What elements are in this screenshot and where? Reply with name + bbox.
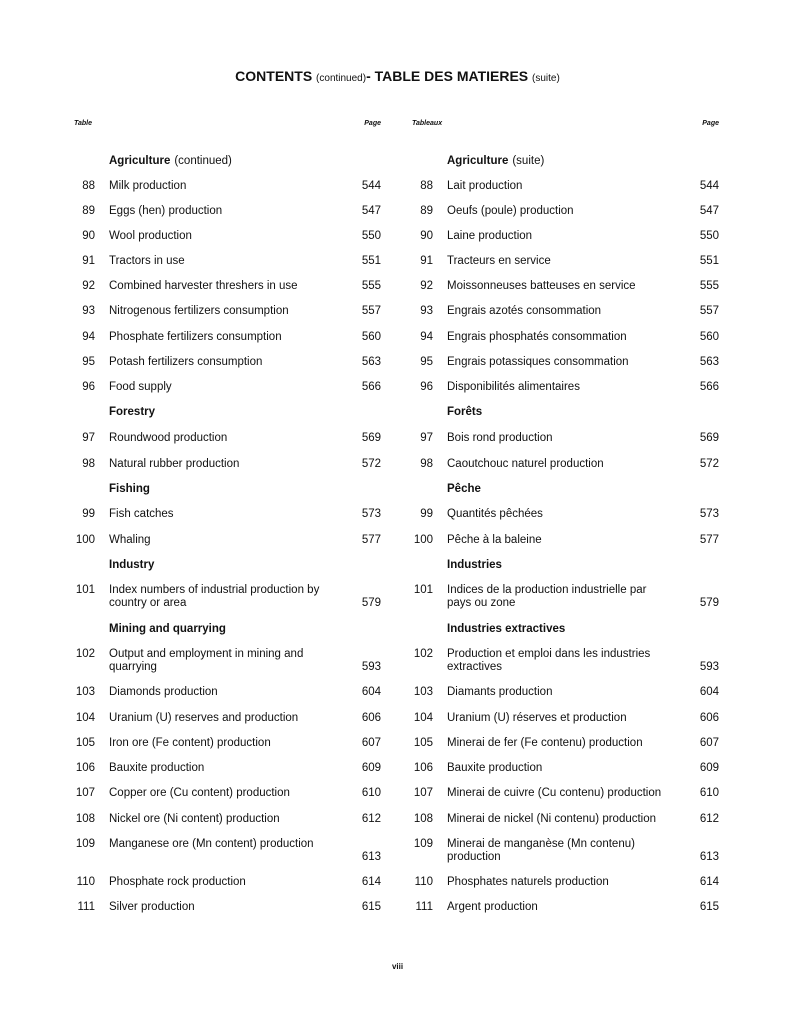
section-label: Industry: [109, 559, 155, 571]
entry-title: Nickel ore (Ni content) production: [109, 813, 280, 825]
section-heading: [447, 406, 482, 418]
entry-title: Laine production: [447, 230, 533, 242]
page-ref: 579: [361, 597, 381, 609]
table-number: 104: [75, 712, 95, 724]
page-ref: 566: [361, 381, 381, 393]
page-ref: 569: [699, 432, 719, 444]
page-ref: 573: [361, 508, 381, 520]
table-number: 90: [82, 230, 95, 242]
table-number: 106: [75, 762, 95, 774]
page-ref: 566: [699, 381, 719, 393]
table-number: 102: [75, 648, 95, 660]
section-label: Forêts: [447, 406, 483, 418]
page-ref: 614: [699, 876, 719, 888]
table-number: 101: [413, 584, 433, 596]
section-heading: [447, 483, 481, 495]
table-number: 111: [77, 901, 95, 913]
entry-title: Whaling: [109, 534, 151, 546]
entry-title: Moissonneuses batteuses en service: [447, 280, 636, 292]
entry-title: Silver production: [109, 901, 195, 913]
page-ref: 551: [361, 255, 381, 267]
entry-title: Quantités pêchées: [447, 508, 543, 520]
entry-title: Minerai de manganèse (Mn contenu) production: [447, 838, 635, 863]
entry-title: Engrais phosphatés consommation: [447, 331, 627, 343]
page-ref: 547: [699, 205, 719, 217]
table-number: 99: [82, 508, 95, 520]
entry-title: Roundwood production: [109, 432, 228, 444]
entry-title: Potash fertilizers consumption: [109, 356, 263, 368]
page-ref: 610: [361, 787, 381, 799]
section-label: Mining and quarrying: [109, 623, 226, 635]
section-heading: [109, 623, 226, 635]
table-number: 108: [413, 813, 433, 825]
entry-title: Engrais azotés consommation: [447, 305, 602, 317]
page-ref: 555: [361, 280, 381, 292]
table-number: 96: [420, 381, 433, 393]
table-number: 106: [413, 762, 433, 774]
english-column: [60, 0, 385, 1024]
entry-title: Iron ore (Fe content) production: [109, 737, 271, 749]
entry-title: Bois rond production: [447, 432, 553, 444]
entry-title: Diamants production: [447, 686, 553, 698]
table-number: 103: [413, 686, 433, 698]
section-heading: [447, 623, 565, 635]
page-header: Page: [364, 120, 381, 127]
table-number: 89: [82, 205, 95, 217]
section-suffix: (suite): [512, 155, 545, 167]
page-ref: 572: [699, 458, 719, 470]
page-ref: 544: [699, 180, 719, 192]
table-number: 108: [75, 813, 95, 825]
page-ref: 609: [699, 762, 719, 774]
section-heading: [447, 559, 502, 571]
table-number: 109: [75, 838, 95, 850]
table-number: 88: [420, 180, 433, 192]
table-number: 107: [75, 787, 95, 799]
table-number: 91: [82, 255, 95, 267]
table-number: 101: [75, 584, 95, 596]
table-number: 99: [420, 508, 433, 520]
entry-title: Uranium (U) réserves et production: [447, 712, 627, 724]
section-label: Forestry: [109, 406, 156, 418]
table-number: 98: [420, 458, 433, 470]
page-header-fr: Page: [702, 120, 719, 127]
table-number: 93: [420, 305, 433, 317]
page-ref: 577: [361, 534, 381, 546]
entry-title: Tractors in use: [109, 255, 185, 267]
page-ref: 593: [361, 661, 381, 673]
table-number: 105: [75, 737, 95, 749]
entry-title: Fish catches: [109, 508, 174, 520]
page-ref: 557: [361, 305, 381, 317]
page-ref: 606: [361, 712, 381, 724]
page-ref: 563: [361, 356, 381, 368]
section-label: Pêche: [447, 483, 481, 495]
entry-title: Disponibilités alimentaires: [447, 381, 580, 393]
page-ref: 550: [699, 230, 719, 242]
entry-title: Food supply: [109, 381, 172, 393]
entry-title: Argent production: [447, 901, 538, 913]
entry-title: Milk production: [109, 180, 187, 192]
entry-title: Combined harvester threshers in use: [109, 280, 298, 292]
page-ref: 606: [699, 712, 719, 724]
section-label: Fishing: [109, 483, 150, 495]
title-fr-continued: (suite): [532, 73, 560, 84]
page-number: viii: [391, 962, 404, 971]
table-header: Table: [74, 120, 93, 127]
entry-title: Engrais potassiques consommation: [447, 356, 629, 368]
table-number: 90: [420, 230, 433, 242]
entry-title: Copper ore (Cu content) production: [109, 787, 290, 799]
section-label: Industries extractives: [447, 623, 566, 635]
entry-title: Natural rubber production: [109, 458, 240, 470]
entry-title: Minerai de fer (Fe contenu) production: [447, 737, 643, 749]
page-ref: 544: [361, 180, 381, 192]
section-label: Industries: [447, 559, 502, 571]
table-number: 103: [75, 686, 95, 698]
entry-title: Eggs (hen) production: [109, 205, 223, 217]
page-ref: 607: [699, 737, 719, 749]
table-number: 107: [413, 787, 433, 799]
table-number: 88: [82, 180, 95, 192]
table-number: 95: [420, 356, 433, 368]
table-number: 104: [413, 712, 433, 724]
entry-title: Nitrogenous fertilizers consumption: [109, 305, 289, 317]
page-ref: 555: [699, 280, 719, 292]
page-ref: 560: [361, 331, 381, 343]
page-ref: 610: [699, 787, 719, 799]
entry-title: Indices de la production industrielle par pays ou zone: [447, 584, 647, 609]
table-number: 109: [413, 838, 433, 850]
table-number: 92: [82, 280, 95, 292]
page-ref: 577: [699, 534, 719, 546]
entry-title: Output and employment in mining and quarrying: [109, 648, 304, 673]
entry-title: Phosphates naturels production: [447, 876, 609, 888]
table-number: 96: [82, 381, 95, 393]
page-ref: 614: [361, 876, 381, 888]
entry-title: Pêche à la baleine: [447, 534, 542, 546]
section-label: Agriculture: [109, 155, 171, 167]
table-number: 92: [420, 280, 433, 292]
page-ref: 604: [361, 686, 381, 698]
table-number: 102: [413, 648, 433, 660]
table-number: 110: [76, 876, 95, 888]
section-heading: [109, 406, 155, 418]
page-ref: 609: [361, 762, 381, 774]
entry-title: Minerai de nickel (Ni contenu) production: [447, 813, 657, 825]
table-number: 95: [82, 356, 95, 368]
page-ref: 613: [699, 851, 719, 863]
page-ref: 560: [699, 331, 719, 343]
page-ref: 550: [361, 230, 381, 242]
page-ref: 573: [699, 508, 719, 520]
title-fr: TABLE DES MATIERES: [374, 68, 529, 84]
page-ref: 551: [699, 255, 719, 267]
section-suffix: (continued): [174, 155, 232, 167]
entry-title: Phosphate fertilizers consumption: [109, 331, 282, 343]
entry-title: Lait production: [447, 180, 523, 192]
page-ref: 612: [361, 813, 381, 825]
entry-title: Diamonds production: [109, 686, 218, 698]
page-ref: 547: [361, 205, 381, 217]
table-number: 110: [414, 876, 433, 888]
entry-title: Wool production: [109, 230, 192, 242]
table-number: 97: [420, 432, 433, 444]
page-ref: 615: [361, 901, 381, 913]
entry-title: Minerai de cuivre (Cu contenu) production: [447, 787, 662, 799]
table-number: 93: [82, 305, 95, 317]
table-number: 100: [75, 534, 95, 546]
table-number: 111: [415, 901, 433, 913]
title-en: CONTENTS: [235, 68, 313, 84]
entry-title: Production et emploi dans les industries extractives: [447, 648, 651, 673]
entry-title: Index numbers of industrial production by country or area: [109, 584, 320, 609]
french-column: [398, 0, 723, 1024]
table-number: 94: [82, 331, 95, 343]
table-number: 98: [82, 458, 95, 470]
entry-title: Uranium (U) reserves and production: [109, 712, 299, 724]
page-ref: 572: [361, 458, 381, 470]
tableaux-header: Tableaux: [412, 120, 443, 127]
page-ref: 615: [699, 901, 719, 913]
entry-title: Tracteurs en service: [447, 255, 551, 267]
section-heading: [109, 559, 154, 571]
table-number: 94: [420, 331, 433, 343]
section-label: Agriculture: [447, 155, 509, 167]
page-ref: 557: [699, 305, 719, 317]
page-ref: 593: [699, 661, 719, 673]
entry-title: Oeufs (poule) production: [447, 205, 574, 217]
title-separator: -: [366, 68, 371, 84]
table-number: 105: [413, 737, 433, 749]
page-ref: 612: [699, 813, 719, 825]
entry-title: Phosphate rock production: [109, 876, 246, 888]
page-ref: 579: [699, 597, 719, 609]
page-ref: 607: [361, 737, 381, 749]
page-ref: 613: [361, 851, 381, 863]
entry-title: Manganese ore (Mn content) production: [109, 838, 314, 850]
table-number: 100: [413, 534, 433, 546]
title-en-continued: (continued): [316, 73, 367, 84]
entry-title: Caoutchouc naturel production: [447, 458, 604, 470]
page-ref: 604: [699, 686, 719, 698]
page-ref: 563: [699, 356, 719, 368]
table-number: 91: [420, 255, 433, 267]
entry-title: Bauxite production: [447, 762, 543, 774]
section-heading: [109, 483, 150, 495]
section-heading: [109, 155, 232, 167]
table-number: 97: [82, 432, 95, 444]
page-ref: 569: [361, 432, 381, 444]
section-heading: [447, 155, 544, 167]
table-number: 89: [420, 205, 433, 217]
entry-title: Bauxite production: [109, 762, 205, 774]
